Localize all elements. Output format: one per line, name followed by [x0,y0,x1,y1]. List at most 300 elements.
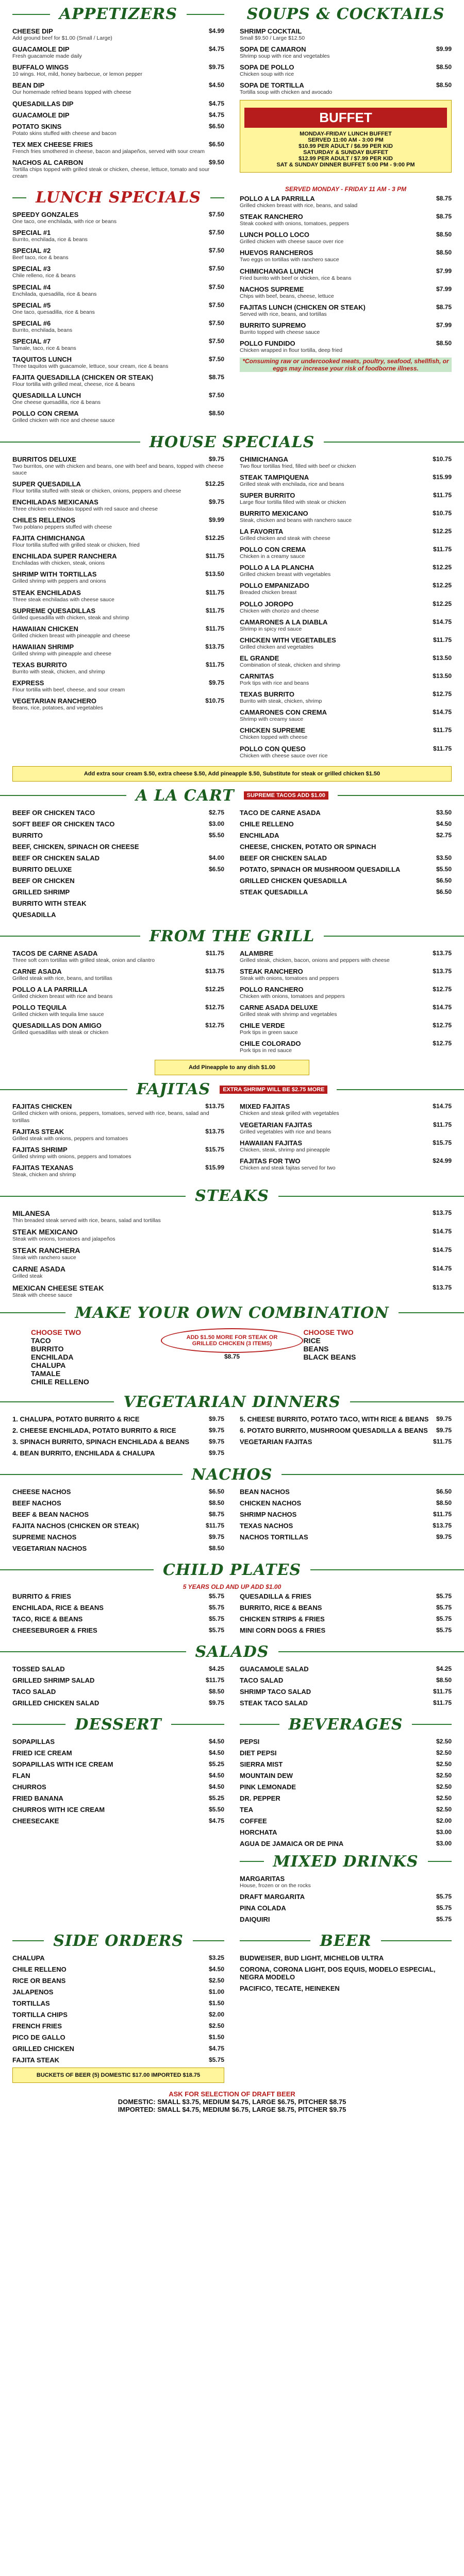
item-price: $7.50 [208,319,224,327]
item-price: $3.25 [208,1954,224,1961]
item-name: TEXAS NACHOS [240,1521,293,1530]
item-name: CHEESE NACHOS [12,1487,71,1496]
dessert-beverages-section [0,1710,464,1927]
item-price: $8.50 [436,1499,452,1506]
menu-item [240,877,452,885]
item-price: $4.75 [208,1817,224,1824]
item-price: $13.75 [205,1127,224,1135]
item-desc: Three chicken enchiladas topped with red sauce and cheese [12,505,158,512]
item-desc: Grilled chicken with cheese sauce over rice [240,239,344,245]
item-name: CHEESECAKE [12,1817,59,1825]
item-name: QUESADILLA LUNCH [12,392,81,400]
menu-item [12,832,224,839]
item-price: $8.50 [436,249,452,257]
list-line: SATURDAY & SUNDAY BUFFET [303,149,388,156]
item-desc: Steak with onions, tomatoes and peppers [240,975,339,981]
menu-item [240,854,452,862]
menu-item [12,625,224,639]
item-desc: Flour tortilla stuffed with grilled steak or chicken, fried [12,542,140,549]
item-name: CORONA, CORONA LIGHT, DOS EQUIS, MODELO ESPECIAL, NEGRA MODELO [240,1965,436,1981]
item-price: $4.75 [208,45,224,53]
item-price: $4.75 [208,99,224,107]
menu-item [12,607,224,621]
menu-item [240,1103,452,1117]
menu-item [12,2045,224,2053]
item-price: $11.75 [205,588,224,596]
menu-item [12,1511,224,1518]
menu-item [240,1626,452,1634]
item-desc: Fried burrito with beef or chicken, rice & beans [240,275,352,281]
item-price: $2.50 [436,1794,452,1802]
item-name: 2. CHEESE ENCHILADA, POTATO BURRITO & RICE [12,1426,176,1434]
item-price: $5.75 [436,1904,452,1911]
menu-item [240,1499,452,1507]
house-section [0,455,464,763]
item-desc: One taco, quesadilla, rice & beans [12,309,95,315]
item-name: 4. BEAN BURRITO, ENCHILADA & CHALUPA [12,1449,155,1457]
item-desc: Burrito with steak, chicken, and shrimp [12,669,105,675]
item-desc: Chicken topped with cheese [240,734,308,741]
list-line: CHILE RELLENO [31,1377,89,1386]
item-name: TEXAS BURRITO [240,690,294,699]
item-price: $24.99 [433,1157,452,1164]
item-name: POTATO, SPINACH OR MUSHROOM QUESADILLA [240,865,401,873]
soups-column [240,0,452,183]
lunch-section [0,183,464,428]
item-name: ENCHILADA SUPER RANCHERA [12,552,117,561]
item-price: $9.75 [208,63,224,71]
item-desc: Steak cooked with onions, tomatoes, peppers [240,221,349,227]
item-name: BURRITO & FRIES [12,1592,71,1600]
menu-item [12,1738,224,1745]
soups-title: SOUPS & COCKTAILS [246,5,445,23]
menu-item [12,2033,224,2041]
item-name: PACIFICO, TECATE, HEINEKEN [240,1984,340,1992]
menu-item [12,1488,224,1496]
menu-item [240,745,452,759]
menu-item [12,2011,224,2019]
item-price: $12.25 [205,985,224,993]
menu-item [12,27,224,42]
item-name: 6. POTATO BURRITO, MUSHROOM QUESADILLA & BEANS [240,1426,428,1434]
menu-item [240,1004,452,1018]
menu-item [240,726,452,741]
item-desc: Steak with ranchero sauce [12,1255,76,1261]
menu-item [240,1965,452,1981]
item-price: $9.75 [208,498,224,505]
item-price: $5.75 [208,1603,224,1611]
list-line: BEANS [303,1344,329,1353]
steaks-title: STEAKS [195,1187,269,1205]
menu-item [240,1783,452,1791]
menu-item [240,1415,452,1423]
menu-item [12,1783,224,1791]
item-price: $4.99 [208,27,224,35]
menu-item [12,950,224,964]
menu-item [240,285,452,300]
item-price: $11.75 [205,661,224,668]
item-name: FRENCH FRIES [12,2022,62,2030]
item-desc: Burrito, enchilada, rice & beans [12,236,88,243]
item-name: EL GRANDE [240,654,279,662]
item-desc: Chile relleno, rice & beans [12,273,76,279]
beer-title: BEER [320,1931,372,1950]
item-price: $5.75 [436,1626,452,1634]
item-name: PEPSI [240,1737,260,1745]
menu-item [240,888,452,896]
menu-item [12,1965,224,1973]
item-name: BEEF, CHICKEN, SPINACH OR CHEESE [12,842,139,851]
menu-item [12,1164,224,1178]
menu-item [240,1893,452,1901]
beer-items-list [240,1954,452,1992]
veg-right-list [240,1415,452,1461]
item-name: QUESADILLAS DIP [12,99,74,108]
item-price: $4.50 [208,1771,224,1779]
item-name: BUDWEISER, BUD LIGHT, MICHELOB ULTRA [240,1954,384,1962]
item-desc: Tamale, taco, rice & beans [12,345,76,351]
menu-item [12,265,224,279]
item-price: $11.75 [433,744,452,752]
item-name: POLLO EMPANIZADO [240,582,309,590]
item-name: BEAN DIP [12,81,45,90]
menu-item [12,809,224,817]
item-name: HUEVOS RANCHEROS [240,249,313,257]
menu-item [240,1665,452,1673]
item-name: POLLO A LA PARRILLA [240,195,315,202]
item-price: $7.50 [208,283,224,291]
item-price: $11.75 [433,491,452,499]
child-left-list [12,1592,224,1638]
menu-item [240,1916,452,1923]
menu-item [240,1488,452,1496]
item-price: $7.99 [436,267,452,275]
menu-item [240,195,452,209]
item-name: STEAK TACO SALAD [240,1699,308,1707]
item-name: QUESADILLA [12,910,56,919]
item-desc: Grilled chicken with rice and cheese sauce [12,417,115,424]
item-desc: Grilled chicken breast with pineapple and cheese [12,632,130,639]
item-price: $13.75 [205,642,224,650]
item-price: $2.00 [208,2010,224,2018]
menu-item [12,911,224,919]
item-name: TACO DE CARNE ASADA [240,808,321,817]
item-name: TACO, RICE & BEANS [12,1615,83,1623]
item-name: POLLO CON CREMA [12,410,79,418]
grill-section [0,950,464,1058]
item-name: 5. CHEESE BURRITO, POTATO TACO, WITH RICE & BEANS [240,1415,429,1423]
item-price: $6.50 [436,888,452,895]
item-desc: One taco, one enchilada, with rice or beans [12,218,117,225]
item-price: $9.75 [436,1426,452,1434]
menu-item [12,888,224,896]
beverages-items-list [240,1738,452,1848]
item-name: POLLO A LA PLANCHA [240,564,314,572]
combo-left_items [31,1336,161,1386]
item-name: MIXED FAJITAS [240,1103,290,1111]
menu-item [12,986,224,1000]
item-price: $9.75 [208,679,224,687]
item-desc: Chicken in a creamy sauce [240,553,305,560]
item-desc: Grilled chicken breast with rice, beans, and salad [240,202,358,209]
item-price: $7.50 [208,247,224,255]
item-name: NACHOS TORTILLAS [240,1533,308,1541]
menu-item [12,516,224,531]
menu-item [12,1665,224,1673]
item-price: $8.50 [208,410,224,417]
menu-item [12,1004,224,1018]
item-price: $1.50 [208,2033,224,2041]
footer-line1: ASK FOR SELECTION OF DRAFT BEER [169,2090,295,2098]
item-desc: Small $9.50 / Large $12.50 [240,35,305,41]
item-desc: Grilled chicken breast with rice and beans [12,993,113,999]
item-price: $11.75 [205,552,224,560]
grill-fajitas_left-list [12,1103,224,1182]
item-price: $11.75 [433,1437,452,1445]
item-name: VEGETARIAN FAJITAS [240,1121,312,1129]
menu-item [12,1146,224,1160]
combo-price: $8.75 [224,1352,240,1360]
steaks-list [0,1209,464,1299]
footer [12,2090,452,2113]
menu-item [12,1999,224,2007]
item-name: CHEESE, CHICKEN, POTATO OR SPINACH [240,842,376,851]
menu-item [240,1676,452,1684]
menu-item [240,249,452,263]
menu-item [240,1533,452,1541]
item-price: $9.75 [208,1415,224,1422]
item-desc: Chicken, steak, shrimp and pineapple [240,1146,330,1153]
nachos-left-list [12,1488,224,1556]
item-name: BUFFALO WINGS [12,63,69,72]
menu-item [240,1699,452,1707]
menu-item [12,1228,452,1243]
menu-item [240,45,452,60]
item-desc: Grilled quesadilla with chicken, steak and shrimp [12,614,129,621]
item-price: $15.99 [433,473,452,481]
item-name: PICO DE GALLO [12,2033,65,2041]
item-price: $7.99 [436,285,452,293]
menu-item [12,877,224,885]
item-desc: Fresh guacamole made daily [12,53,82,60]
menu-item [12,1022,224,1036]
appetizers-soups-section [0,0,464,183]
menu-item [12,1699,224,1707]
item-price: $4.75 [208,2044,224,2052]
item-price: $6.50 [436,1487,452,1495]
item-name: SOPAPILLAS WITH ICE CREAM [12,1760,113,1768]
menu-item [240,968,452,982]
item-price: $13.75 [433,1283,452,1291]
menu-item [12,1545,224,1552]
item-desc: Grilled chicken breast with vegetables [240,571,331,578]
item-price: $8.50 [208,1687,224,1695]
menu-item [240,528,452,542]
item-price: $2.75 [208,808,224,816]
menu-item [240,321,452,336]
item-name: SHRIMP COCKTAIL [240,27,302,35]
item-name: POLLO TEQUILA [12,1004,67,1011]
list-line: BLACK BEANS [303,1352,356,1361]
item-desc: Flour tortilla stuffed with steak or chicken, onions, peppers and cheese [12,487,181,494]
item-price: $8.50 [436,340,452,347]
menu-item [12,900,224,907]
item-price: $13.75 [205,1103,224,1110]
menu-item [12,392,224,406]
item-price: $9.75 [436,1415,452,1422]
item-name: TEXAS BURRITO [12,661,67,669]
item-desc: Tortilla soup with chicken and avocado [240,89,333,96]
salads-right-list [240,1665,452,1710]
item-desc: French fries smothered in cheese, bacon and jalapeños, served with sour cream [12,148,205,155]
house-right-list [240,455,452,763]
item-name: SUPREME QUESADILLAS [12,606,96,615]
item-name: TEA [240,1805,253,1814]
item-desc: Two eggs on tortillas with ranchero sauce [240,257,339,263]
list-line: CHALUPA [31,1361,66,1369]
menu-item [240,564,452,578]
item-name: TOSSED SALAD [12,1665,65,1673]
menu-item [12,1522,224,1530]
item-desc: Enchiladas with chicken, steak, onions [12,560,105,567]
item-desc: House, frozen or on the rocks [240,1882,311,1889]
menu-item [240,1875,452,1889]
menu-item [12,63,224,78]
sides-beer-section [0,1927,464,2086]
item-price: $5.25 [208,1760,224,1768]
menu-item [12,866,224,873]
item-desc: Chicken and steak fajitas served for two [240,1164,336,1171]
item-price: $12.25 [433,528,452,535]
item-desc: Flour tortilla with beef, cheese, and sour cream [12,687,125,693]
item-name: FAJITAS TEXANAS [12,1163,74,1172]
menu-item [240,492,452,506]
item-price: $4.00 [208,854,224,861]
item-price: $14.75 [433,618,452,625]
menu-item [12,1676,224,1684]
item-desc: Grilled shrimp with peppers and onions [12,578,106,585]
item-price: $4.50 [208,1783,224,1790]
item-name: SHRIMP NACHOS [240,1510,297,1518]
item-price: $5.75 [208,2056,224,2063]
item-desc: Flour tortilla with grilled meat, cheese, rice & beans [12,381,135,388]
item-price: $7.50 [208,265,224,273]
item-desc: Steak with onions, tomatoes and jalapeños [12,1236,115,1243]
item-name: SPECIAL #6 [12,319,51,327]
item-price: $6.50 [208,122,224,130]
bucket-note: BUCKETS OF BEER (5) DOMESTIC $17.00 IMPORTED $18.75 [12,2067,224,2083]
item-price: $8.50 [436,1676,452,1684]
item-price: $8.50 [208,1499,224,1506]
item-name: BURRITO SUPREMO [240,321,306,329]
item-price: $15.75 [205,1145,224,1153]
item-desc: 10 wings. Hot, mild, honey barbecue, or lemon pepper [12,71,143,78]
menu-item [12,697,224,711]
item-name: ENCHILADAS MEXICANAS [12,498,98,506]
item-desc: Beans, rice, potatoes, and vegetables [12,705,103,711]
buffet-title: BUFFET [244,108,447,128]
item-name: BURRITO, RICE & BEANS [240,1603,322,1612]
item-price: $15.75 [433,1139,452,1146]
item-name: CHILE COLORADO [240,1040,301,1048]
item-price: $5.75 [208,1626,224,1634]
item-name: MILANESA [12,1209,51,1217]
menu-item [240,618,452,633]
item-price: $13.75 [433,967,452,975]
item-price: $9.75 [436,1533,452,1540]
item-price: $5.75 [208,1592,224,1600]
child-right-list [240,1592,452,1638]
menu-item [240,1688,452,1696]
lunch-left [12,183,224,428]
item-price: $2.50 [208,1976,224,1984]
item-name: DR. PEPPER [240,1794,280,1802]
item-name: CHEESE DIP [12,27,53,35]
item-name: CHICKEN SUPREME [240,726,306,735]
item-desc: Chips with beef, beans, cheese, lettuce [240,293,334,299]
item-name: SPECIAL #3 [12,265,51,273]
item-name: STEAK RANCHERO [240,213,303,221]
item-desc: Grilled steak with onions, peppers and tomatoes [12,1135,128,1142]
item-price: $2.50 [436,1805,452,1813]
item-price: $2.75 [436,831,452,839]
item-name: SPECIAL #4 [12,283,51,291]
menu-item [12,211,224,225]
child-section [0,1592,464,1638]
menu-item [12,1760,224,1768]
item-price: $6.50 [208,1487,224,1495]
item-name: SUPREME NACHOS [12,1533,77,1541]
item-price: $2.50 [208,2022,224,2029]
item-price: $14.75 [433,1246,452,1254]
item-name: CARNE ASADA [12,967,62,975]
item-price: $4.50 [208,81,224,89]
item-name: BURRITOS DELUXE [12,455,76,463]
item-price: $9.99 [208,516,224,523]
menu-item [12,661,224,675]
item-name: JALAPENOS [12,1988,54,1996]
item-name: BEEF & BEAN NACHOS [12,1510,89,1518]
item-price: $11.75 [433,726,452,734]
menu-item [240,1738,452,1745]
lunch-title: LUNCH SPECIALS [36,189,201,207]
item-name: DAIQUIRI [240,1915,270,1923]
item-price: $12.25 [205,534,224,542]
menu-item [240,1522,452,1530]
item-name: BEEF OR CHICKEN SALAD [240,854,327,862]
menu-item [12,1427,224,1434]
combo-left-head: CHOOSE TWO [31,1328,81,1336]
item-name: NACHOS SUPREME [240,285,304,293]
menu-item [12,679,224,693]
item-desc: Beef taco, rice & beans [12,255,69,261]
item-name: FAJITA NACHOS (CHICKEN OR STEAK) [12,1521,139,1530]
mixed-items-list [240,1875,452,1923]
menu-item [12,643,224,657]
item-price: $5.50 [208,831,224,839]
item-name: SPECIAL #5 [12,301,51,309]
item-price: $9.75 [208,1449,224,1456]
menu-item [240,1828,452,1836]
list-line: TAMALE [31,1369,61,1378]
menu-item [240,1592,452,1600]
alacarte-section [0,809,464,922]
menu-item [240,303,452,318]
item-price: $9.50 [208,158,224,166]
menu-item [240,1772,452,1780]
item-name: GRILLED SHRIMP [12,888,70,896]
lunch-left-list [12,211,224,425]
